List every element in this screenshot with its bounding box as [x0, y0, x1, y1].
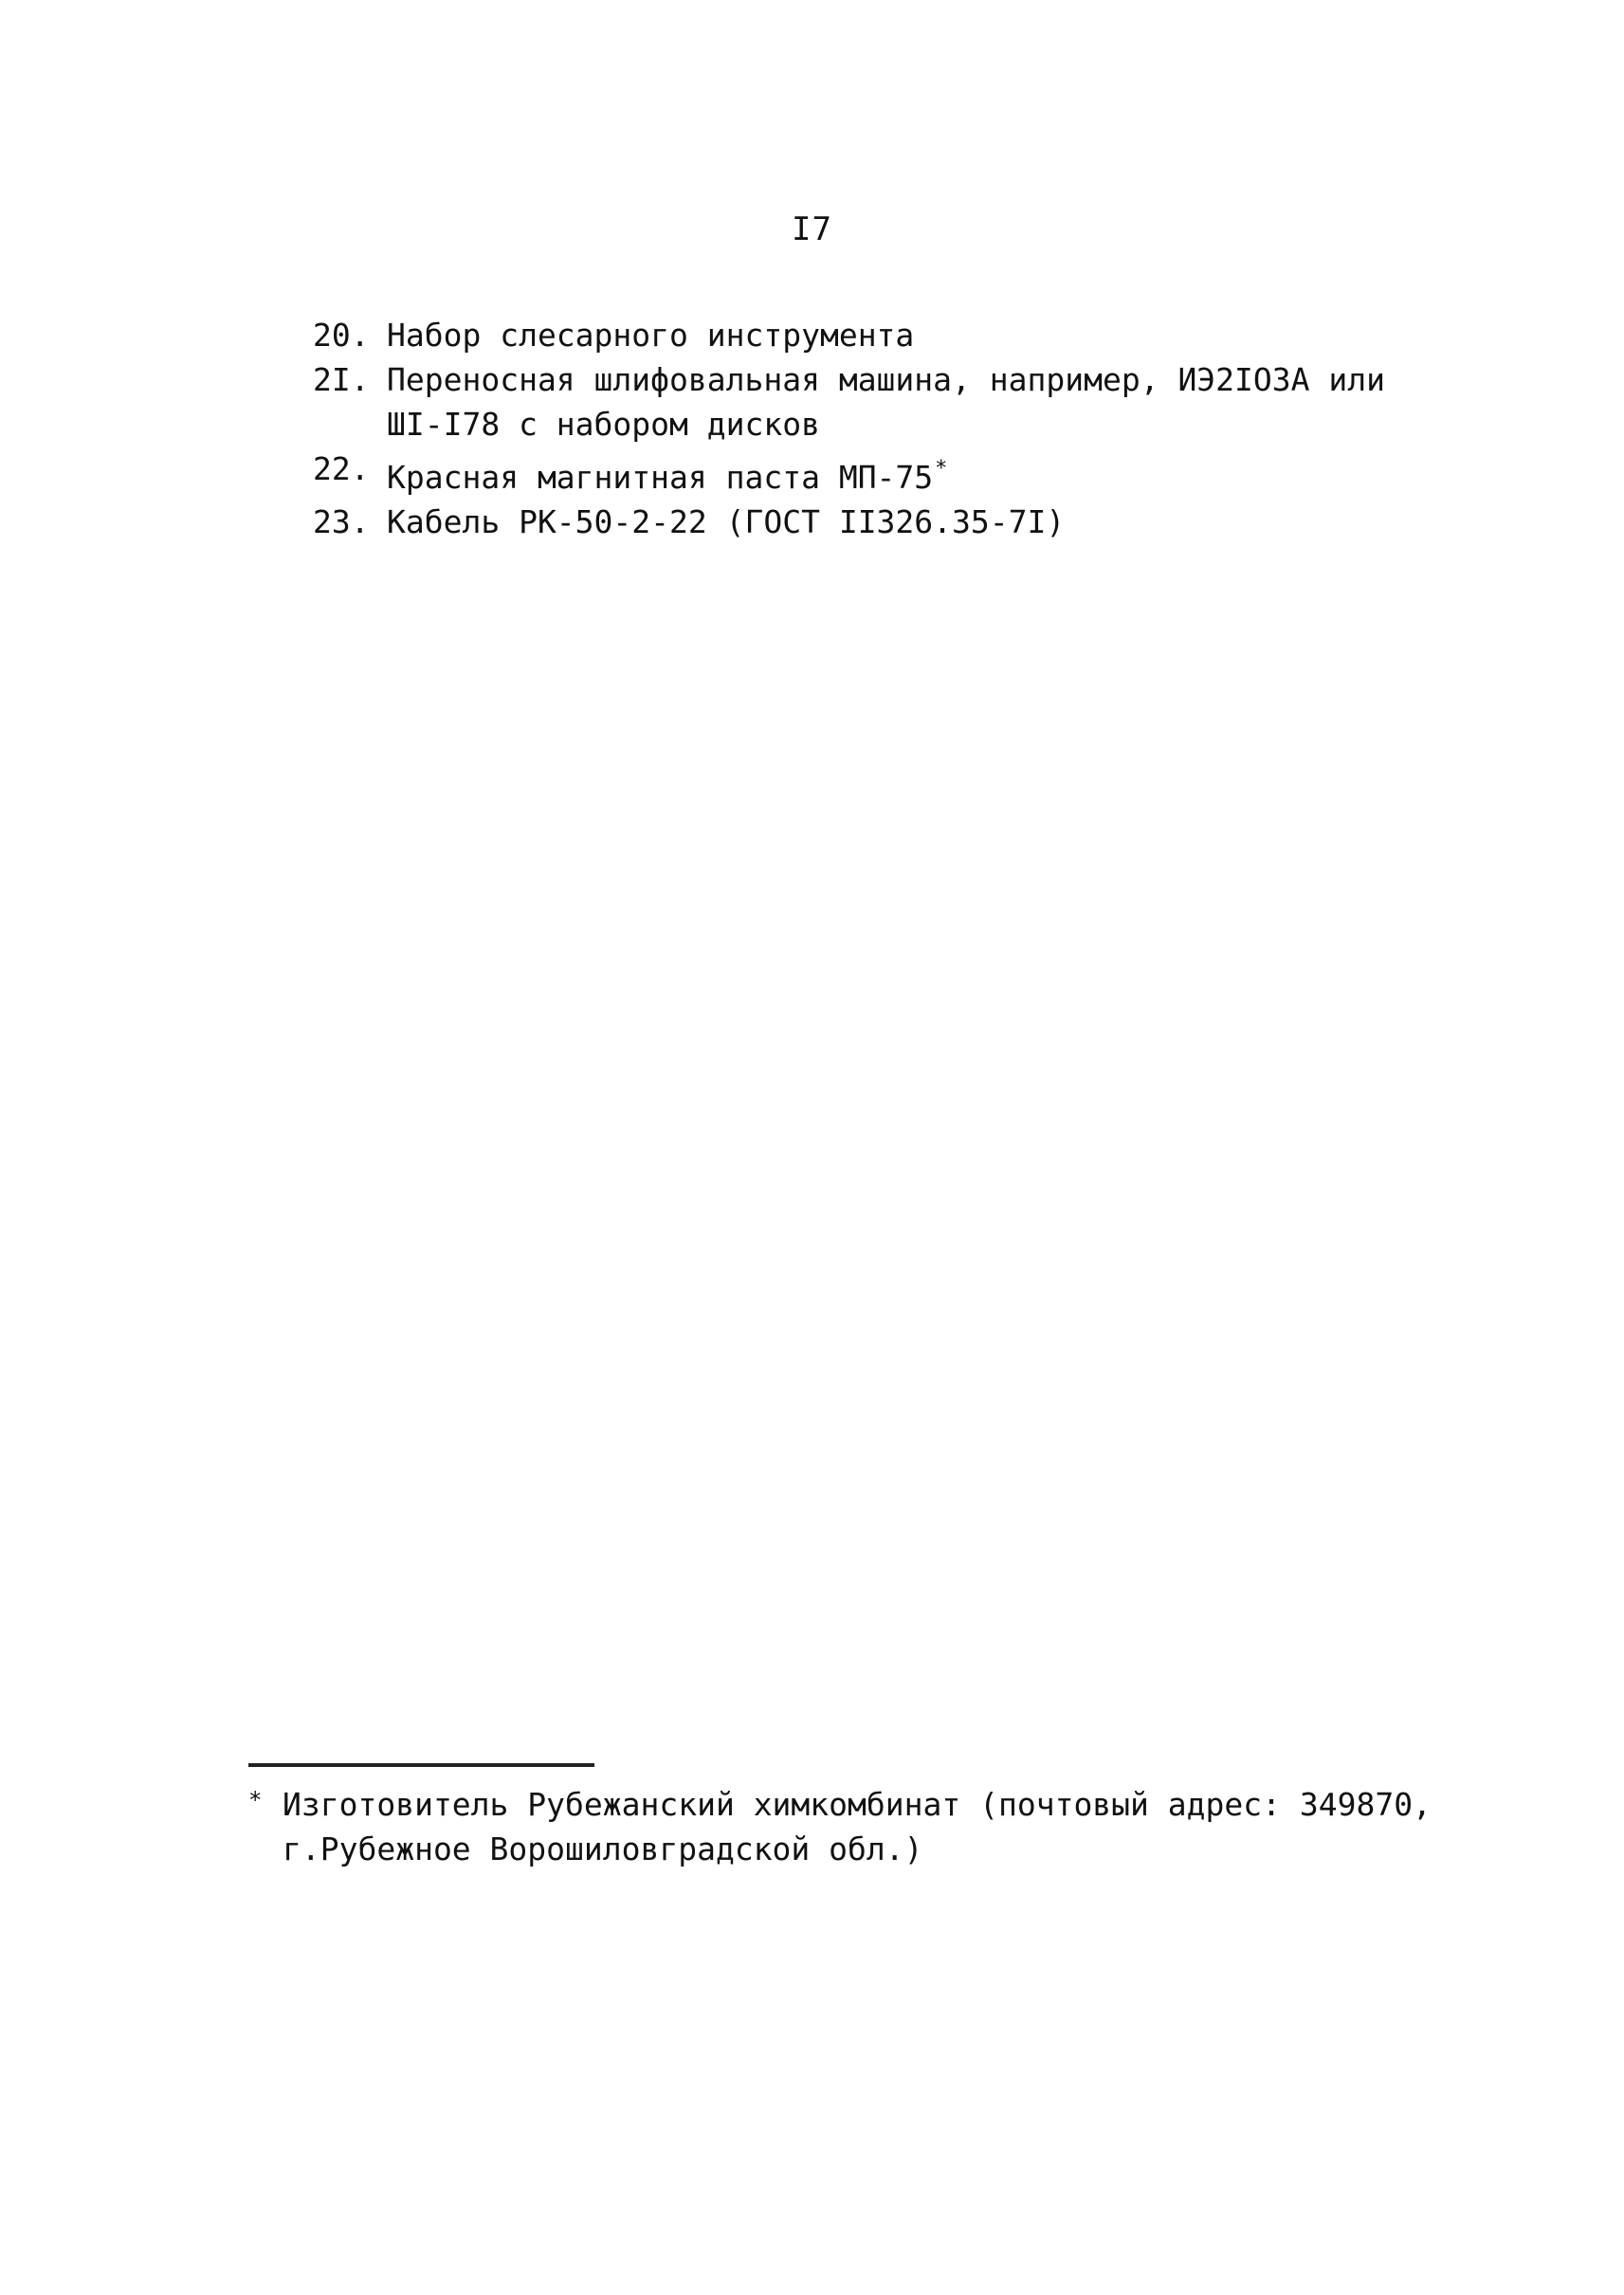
item-text: Набор слесарного инструмента [387, 317, 915, 354]
list-item [313, 500, 1403, 544]
footnote-line: Изготовитель Рубежанский химкомбинат (почтовый адрес: 349870, [283, 1786, 1432, 1823]
item-text: Переносная шлифовальная машина, например, ИЭ2IОЗА или [387, 361, 1385, 398]
item-number: 20. [313, 317, 370, 354]
footnote-divider [248, 1763, 594, 1767]
footnote-mark: * [248, 1787, 263, 1813]
list-item [313, 446, 1403, 500]
list-item [313, 357, 1403, 402]
footnote-line: г.Рубежное Ворошиловградской обл.) [283, 1831, 923, 1867]
item-text-continuation: ШI-I78 с набором дисков [387, 406, 820, 443]
equipment-list [313, 313, 1403, 544]
item-number: 23. [313, 503, 370, 540]
list-item-continuation [313, 402, 1403, 446]
page-number: I7 [792, 210, 832, 248]
item-text: Кабель РК-50-2-22 (ГОСТ II326.35-7I) [387, 503, 1066, 540]
list-item [313, 313, 1403, 357]
item-text: Красная магнитная паста МП-75 [387, 459, 934, 496]
item-number: 2I. [313, 361, 370, 398]
footnote [248, 1782, 1481, 1871]
footnote-reference: * [935, 457, 948, 481]
item-number: 22. [313, 450, 370, 487]
